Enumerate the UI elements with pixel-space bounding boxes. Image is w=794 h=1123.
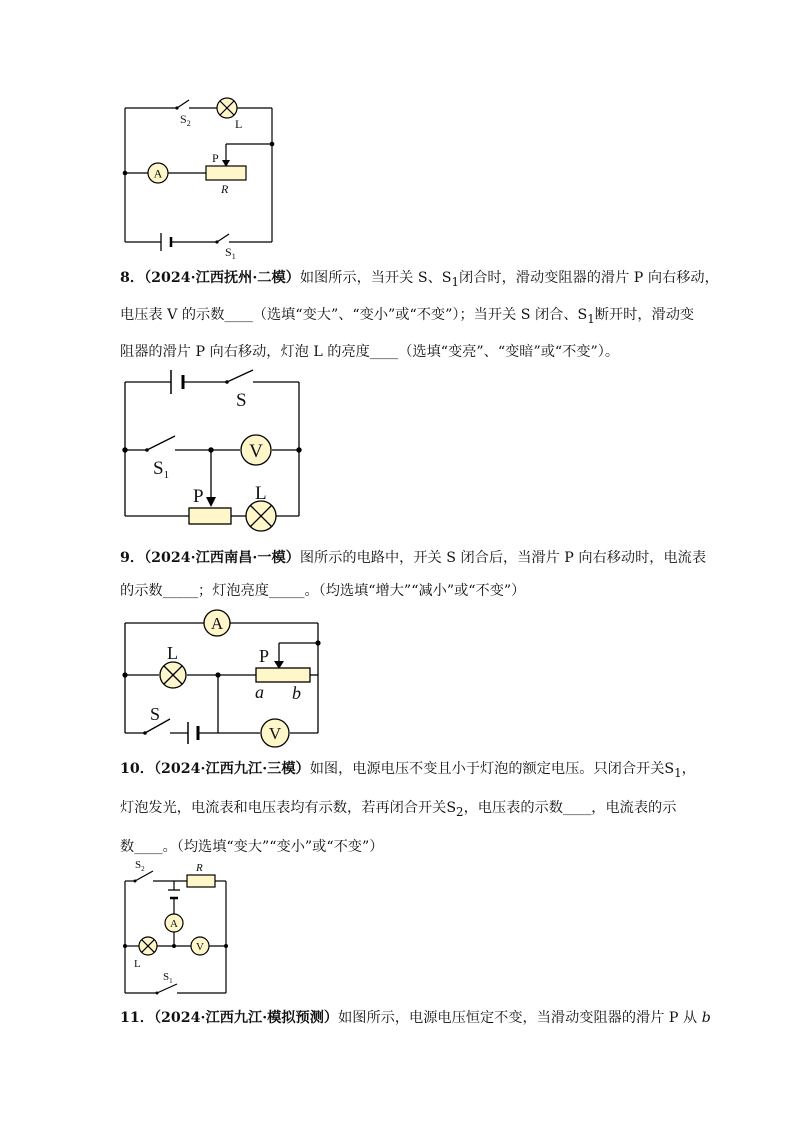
variable-b: b	[701, 1010, 711, 1026]
label-s1: $S_1$	[163, 971, 173, 985]
question-11-line-1	[120, 1002, 711, 1035]
ammeter-label: A	[153, 166, 163, 181]
switch-terminal	[156, 992, 159, 995]
junction-dot	[215, 672, 220, 677]
question-text: 如图，电源电压不变且小于灯泡的额定电压。只闭合开关S	[309, 761, 675, 777]
question-text: 的示数	[120, 583, 163, 599]
circuit-diagram-7	[115, 92, 285, 262]
answer-blank: _____	[162, 583, 199, 599]
subscript: 1	[451, 274, 460, 289]
answer-blank: ____	[224, 306, 253, 323]
rheostat-symbol	[206, 166, 246, 180]
question-10-line-1	[120, 752, 696, 791]
question-text: 阻器的滑片 P 向右移动，灯泡 L 的亮度	[120, 343, 370, 360]
switch-terminal	[143, 731, 147, 735]
question-11	[120, 1002, 711, 1035]
voltmeter-label: V	[196, 941, 204, 953]
question-text: ，电压表的示数	[463, 799, 563, 816]
question-text: （选填“变大”、“变小”或“不变”）；当开关 S 闭合、S	[252, 306, 588, 323]
junction-dot	[315, 640, 320, 645]
label-s: S	[236, 390, 247, 411]
question-9-line-1	[120, 542, 707, 575]
question-text: ，	[681, 761, 696, 777]
junction-dot	[123, 171, 128, 176]
rheostat-symbol	[189, 508, 231, 524]
switch-terminal	[215, 240, 218, 243]
label-lamp: L	[235, 117, 243, 131]
question-source: （2024·江西抚州·二模）	[144, 270, 300, 286]
label-resistor: R	[221, 182, 229, 196]
label-s1: $S_1$	[153, 458, 170, 481]
question-9	[120, 542, 707, 608]
question-8-line-2	[120, 299, 695, 336]
question-number: 11．	[120, 1010, 154, 1026]
question-text: 。（均选填“增大”“减小”或“不变”）	[304, 583, 526, 599]
lamp-symbol	[217, 98, 237, 118]
question-text: ，电流表的示	[591, 799, 677, 816]
rheostat-symbol	[256, 668, 310, 682]
question-text: 数	[120, 838, 135, 855]
answer-blank: _____	[269, 583, 305, 599]
question-text: 闭合时，滑动变阻器的滑片 P 向右移动，	[459, 270, 719, 286]
answer-blank: ____	[562, 799, 592, 816]
voltmeter-label: V	[268, 724, 282, 743]
question-number: 9．	[120, 550, 145, 566]
question-source: （2024·江西南昌·一模）	[144, 550, 300, 566]
ammeter-label: A	[210, 614, 224, 633]
question-text: 断开时，滑动变	[594, 306, 695, 323]
subscript: 1	[587, 311, 595, 326]
label-end-b: b	[292, 683, 301, 703]
junction-dot	[296, 447, 301, 452]
circuit-diagram-8	[115, 366, 310, 536]
question-text: 灯泡发光，电流表和电压表均有示数，若再闭合开关S	[120, 799, 457, 816]
label-resistor: R	[196, 862, 203, 874]
question-10-line-2	[120, 791, 680, 830]
label-switch: S	[150, 704, 161, 724]
question-9-line-2	[120, 575, 680, 608]
junction-dot	[172, 944, 176, 948]
question-text: ；灯泡亮度	[198, 583, 269, 599]
label-s1: $S_1$	[225, 245, 236, 261]
junction-dot	[208, 447, 213, 452]
circuit-diagram-10	[115, 853, 240, 1003]
question-10	[120, 752, 696, 865]
question-text: 图所示的电路中，开关 S 闭合后，当滑片 P 向右移动时，电流表	[299, 550, 707, 566]
resistor-symbol	[187, 875, 215, 887]
label-slider: P	[193, 486, 204, 507]
question-text: 如图所示，电源电压恒定不变，当滑动变阻器的滑片 P 从	[338, 1010, 698, 1026]
label-lamp: L	[167, 643, 178, 663]
subscript: 1	[674, 765, 682, 780]
question-number: 10．	[120, 761, 154, 777]
question-text: 。（均选填“变大”“变小”或“不变”）	[162, 838, 384, 855]
switch-terminal	[134, 880, 137, 883]
question-source: （2024·江西九江·模拟预测）	[153, 1010, 339, 1026]
switch-terminal	[175, 106, 178, 109]
junction-dot	[270, 142, 275, 147]
lamp-symbol	[246, 501, 276, 531]
lamp-symbol	[139, 937, 157, 955]
question-8-line-1	[120, 262, 719, 299]
label-lamp: L	[255, 483, 267, 504]
question-text: （选填“变亮”、“变暗”或“不变”）。	[398, 343, 620, 360]
subscript: 2	[456, 804, 464, 819]
ammeter-label: A	[170, 918, 178, 930]
circuit-diagram-9	[115, 607, 330, 752]
question-source: （2024·江西九江·三模）	[153, 761, 310, 777]
lamp-symbol	[160, 662, 186, 688]
label-s2: $S_2$	[180, 112, 191, 128]
switch-terminal	[145, 448, 149, 452]
label-lamp: L	[134, 958, 141, 970]
label-end-a: a	[255, 682, 264, 702]
junction-dot	[123, 944, 127, 948]
question-text: 如图所示，当开关 S、S	[299, 270, 452, 286]
answer-blank: ____	[134, 838, 163, 855]
label-slider: P	[212, 151, 219, 165]
junction-dot	[122, 447, 127, 452]
answer-blank: ____	[369, 343, 399, 360]
question-8-line-3	[120, 336, 680, 369]
junction-dot	[224, 944, 228, 948]
question-8	[120, 262, 719, 369]
voltmeter-label: V	[249, 441, 263, 462]
label-slider: P	[259, 646, 270, 666]
label-s2: $S_2$	[135, 859, 145, 873]
question-text: 电压表 V 的示数	[120, 306, 225, 323]
junction-dot	[122, 672, 127, 677]
question-number: 8．	[120, 270, 145, 286]
switch-terminal	[225, 380, 229, 384]
